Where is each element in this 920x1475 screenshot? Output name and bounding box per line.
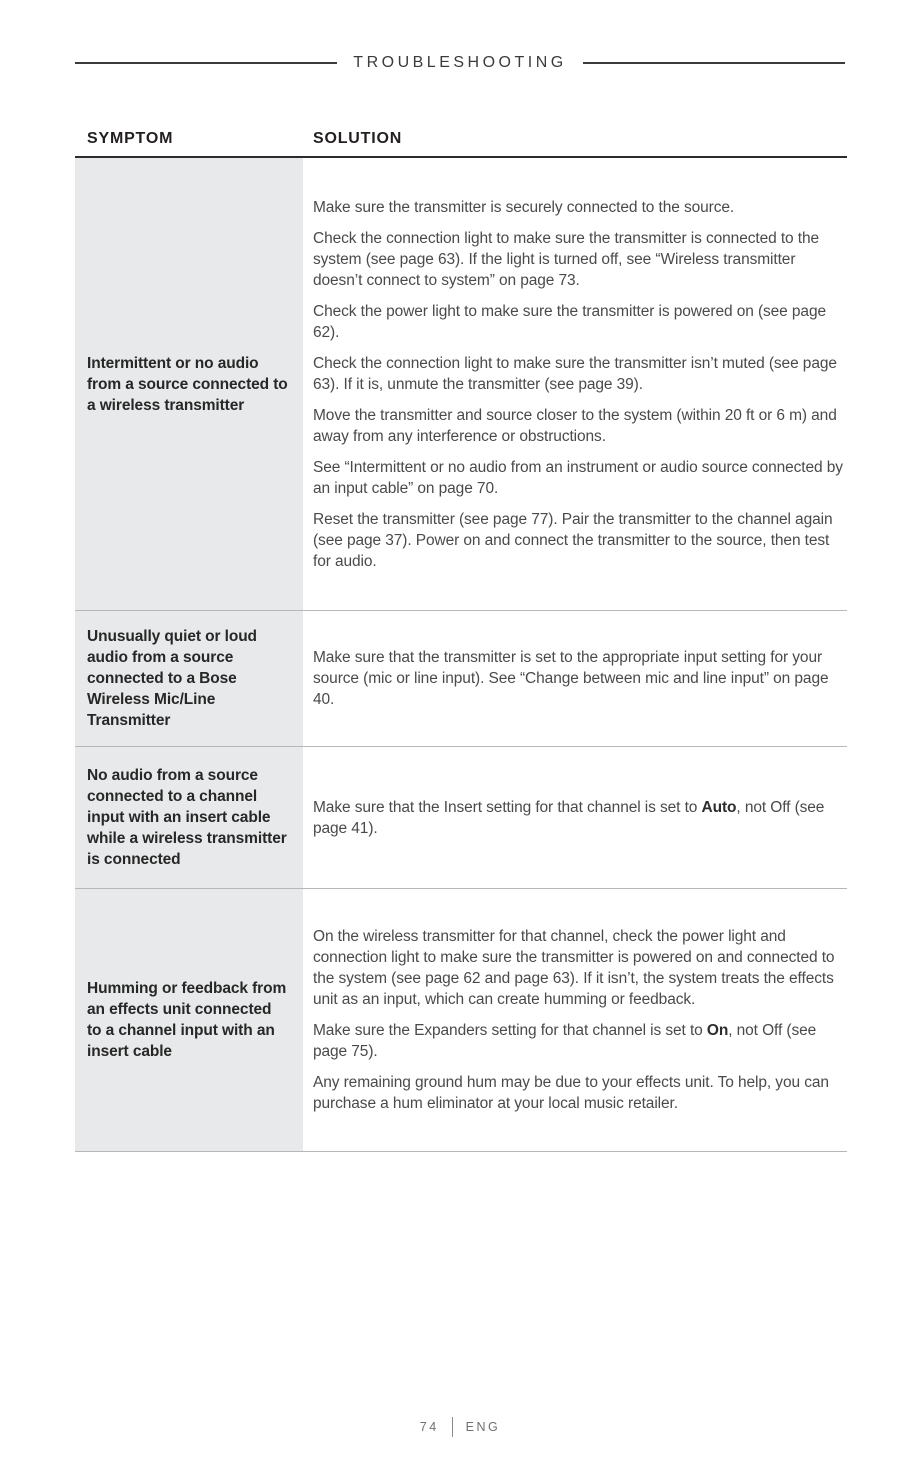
- troubleshooting-table: [75, 130, 847, 1152]
- page-title: TROUBLESHOOTING: [353, 54, 567, 71]
- solution-paragraph: Check the connection light to make sure the transmitter isn’t muted (see page 63). If it is, unmute the transmitter (see page 39).: [313, 354, 837, 393]
- table-header-row: [75, 130, 847, 158]
- solution-paragraph: Reset the transmitter (see page 77). Pair the transmitter to the channel again (see page 37). Power on and connect the transmitter to the source, then test for audio.: [313, 510, 833, 570]
- solution-paragraph: On the wireless transmitter for that channel, check the power light and connection light to make sure the transmitter is powered on and connected to the system (see page 62 and page 63). If it isn’t, the system treats the effects unit as an input, which can create humming or feedback.: [313, 928, 835, 1008]
- page-footer: [0, 1417, 920, 1437]
- solution-paragraph: Make sure the Expanders setting for that channel is set to On, not Off (see page 75).: [313, 1022, 817, 1060]
- symptom-text: Humming or feedback from an effects unit connected to a channel input with an insert cable: [87, 980, 287, 1060]
- symptom-cell: [75, 611, 303, 746]
- solution-paragraph: Any remaining ground hum may be due to your effects unit. To help, you can purchase a hum eliminator at your local music retailer.: [313, 1074, 829, 1112]
- table-row: [75, 747, 847, 889]
- page-header: [75, 54, 845, 72]
- solution-cell: [303, 889, 847, 1151]
- solution-cell: [303, 747, 847, 888]
- solution-paragraph: Move the transmitter and source closer to the system (within 20 ft or 6 m) and away from any interference or obstructions.: [313, 406, 837, 445]
- table-row: [75, 889, 847, 1152]
- symptom-text: No audio from a source connected to a channel input with an insert cable while a wireless transmitter is connected: [87, 767, 287, 868]
- symptom-text: Intermittent or no audio from a source connected to a wireless transmitter: [87, 354, 288, 414]
- symptom-cell: [75, 747, 303, 888]
- footer-divider: [452, 1417, 453, 1437]
- solution-cell: [303, 611, 847, 746]
- symptom-cell: [75, 158, 303, 610]
- solution-paragraph: Make sure that the transmitter is set to the appropriate input setting for your source (mic or line input). See “Change between mic and line input” on page 40.: [313, 649, 829, 708]
- solution-cell: [303, 158, 847, 610]
- solution-paragraph: Make sure the transmitter is securely connected to the source.: [313, 198, 735, 216]
- column-header-solution: SOLUTION: [313, 130, 403, 147]
- solution-paragraph: Check the connection light to make sure the transmitter is connected to the system (see page 63). If the light is turned off, see “Wireless transmitter doesn’t connect to system” on page 73.: [313, 229, 819, 289]
- manual-page: [0, 54, 920, 1475]
- page-number: 74: [419, 1420, 439, 1434]
- title-rule-right: [583, 62, 845, 64]
- table-row: [75, 158, 847, 611]
- solution-paragraph: Check the power light to make sure the transmitter is powered on (see page 62).: [313, 302, 826, 341]
- symptom-cell: [75, 889, 303, 1151]
- symptom-text: Unusually quiet or loud audio from a source connected to a Bose Wireless Mic/Line Transmitter: [87, 628, 257, 729]
- table-row: [75, 611, 847, 747]
- solution-paragraph: Make sure that the Insert setting for that channel is set to Auto, not Off (see page 41).: [313, 798, 825, 837]
- table-body: [75, 158, 847, 1152]
- title-rule-left: [75, 62, 337, 64]
- language-label: ENG: [465, 1420, 501, 1434]
- column-header-symptom: SYMPTOM: [87, 130, 174, 147]
- solution-paragraph: See “Intermittent or no audio from an instrument or audio source connected by an input cable” on page 70.: [313, 458, 843, 497]
